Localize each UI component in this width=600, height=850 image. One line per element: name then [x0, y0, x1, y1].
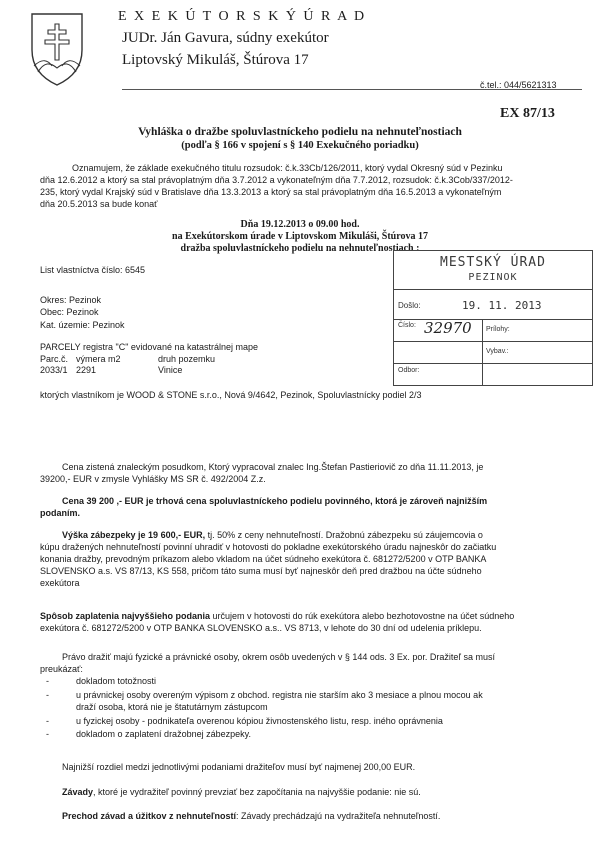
stamp-number-label: Číslo:	[398, 322, 416, 329]
stamp-divider	[394, 289, 592, 290]
coat-of-arms-icon	[28, 10, 86, 88]
stamp-dept-label: Odbor:	[398, 367, 420, 374]
requirement-bullet: -	[46, 676, 49, 686]
stamp-number: 32970	[424, 319, 472, 337]
header-divider	[122, 89, 582, 90]
deposit-line: konania dražby, prevodným príkazom alebo vkladom na účet súdneho exekútora č. 681272/5200 v OTP BANKA	[40, 554, 487, 564]
katastralne-uzemie: Kat. územie: Pezinok	[40, 320, 125, 330]
parcel-header-number: Parc.č.	[40, 354, 69, 364]
payment-lead: Spôsob zaplatenia najvyššieho podania	[40, 611, 211, 621]
defects-line	[62, 787, 421, 797]
deposit-amount: Výška zábezpeky je 19 600,- EUR,	[62, 530, 206, 540]
intro-line: dňa 12.6.2012 a ktorý sa stal právoplatným dňa 3.7.2012 a vykonateľným dňa 7.7.2012, rozsudok: č.k.3Cob/337/2012-	[40, 175, 513, 185]
stamp-title: MESTSKÝ ÚRAD	[440, 255, 546, 270]
defects-rest: , ktoré je vydražiteľ povinný prevziať bez započítania na najvyššie podanie: nie sú.	[93, 787, 421, 797]
intro-line: dňa 20.5.2013 sa bude konať	[40, 199, 158, 209]
valuation-line: 39200,- EUR v zmysle Vyhlášky MS SR č. 492/2004 Z.z.	[40, 474, 266, 484]
parcel-number: 2033/1	[40, 365, 68, 375]
bidders-line: preukázať:	[40, 664, 83, 674]
stamp-divider	[394, 363, 592, 364]
parcel-area: 2291	[76, 365, 97, 375]
deposit-line: SLOVENSKO a.s. VS 87/13, KS 558, pričom táto suma musí byť najneskôr deň pred dražbou na účte súdneho	[40, 566, 482, 576]
auction-date: Dňa 19.12.2013 o 09.00 hod.	[240, 219, 360, 230]
deposit-lead-line	[62, 530, 483, 540]
deposit-lead-rest: tj. 50% z ceny nehnuteľností. Dražobnú zábezpeku sú záujemcovia o	[205, 530, 483, 540]
defects-lead: Závady	[62, 787, 94, 797]
auction-place: na Exekútorskom úrade v Liptovskom Mikuláši, Štúrova 17	[172, 231, 428, 242]
requirement-bullet: -	[46, 690, 49, 700]
intro-line: Oznamujem, že základe exekučného titulu rozsudok: č.k.33Cb/126/2011, ktorý vydal Okresný súd v Pezinku	[72, 163, 503, 173]
price-line: Cena 39 200 ,- EUR je trhová cena spoluvlastníckeho podielu povinného, ktorá je zároveň najnižším	[62, 496, 488, 506]
requirement-item: dokladom totožnosti	[76, 676, 157, 686]
payment-lead-rest: určujem v hotovosti do rúk exekútora alebo bezhotovostne na účet súdneho	[210, 611, 515, 621]
parcel-header-area: výmera m2	[76, 354, 121, 364]
requirement-item: dokladom o zaplatení dražobnej zábezpeky.	[76, 729, 251, 739]
okres: Okres: Pezinok	[40, 295, 102, 305]
stamp-attachments-label: Prílohy:	[486, 326, 510, 333]
phone-number: č.tel.: 044/5621313	[480, 80, 557, 90]
bidders-line: Právo dražiť majú fyzické a právnické osoby, okrem osôb uvedených v § 144 ods. 3 Ex. por. Dražiteľ sa musí	[62, 652, 496, 662]
parcel-type: Vinice	[158, 365, 183, 375]
parcely-heading: PARCELY registra "C" evidované na katastrálnej mape	[40, 342, 258, 352]
intro-line: 235, ktorý vydal Krajský súd v Bratislave dňa 13.3.2013 a ktorý sa stal právoplatným dňa 16.5.2013 a vykonateľným	[40, 187, 502, 197]
requirement-item: u právnickej osoby overeným výpisom z obchod. registra nie starším ako 3 mesiace a plnou mocou ak	[76, 690, 483, 700]
requirement-bullet: -	[46, 716, 49, 726]
requirement-bullet: -	[46, 729, 49, 739]
requirement-item: u fyzickej osoby - podnikateľa overenou kópiou živnostenského listu, resp. iného oprávnenia	[76, 716, 443, 726]
case-number: EX 87/13	[500, 106, 555, 121]
document-title: Vyhláška o dražbe spoluvlastníckeho podielu na nehnuteľnostiach	[138, 126, 462, 138]
price-line: podaním.	[40, 508, 80, 518]
owner-line: ktorých vlastníkom je WOOD & STONE s.r.o., Nová 9/4642, Pezinok, Spoluvlastnícky podiel 2/3	[40, 390, 422, 400]
stamp-divider	[394, 341, 592, 342]
transfer-rest: : Závady prechádzajú na vydražiteľa nehnuteľností.	[236, 811, 441, 821]
auction-subject: dražba spoluvlastníckeho podielu na nehnuteľnostiach :	[180, 243, 420, 254]
executor-name: JUDr. Ján Gavura, súdny exekútor	[122, 30, 329, 46]
deposit-line: exekútora	[40, 578, 80, 588]
office-title: E X E K Ú T O R S K Ý Ú R A D	[118, 9, 367, 24]
requirement-item: draží osoba, ktorá nie je štatutárnym zástupcom	[76, 702, 268, 712]
deposit-line: kúpu dražených nehnuteľností povinní uhradiť v hotovosti do pokladne exekútorského úradu najneskôr do začiatku	[40, 542, 497, 552]
minimum-bid-difference: Najnižší rozdiel medzi jednotlivými podaniami dražiteľov musí byť najmenej 200,00 EUR.	[62, 762, 416, 772]
stamp-vdivider	[482, 319, 483, 385]
parcel-header-type: druh pozemku	[158, 354, 216, 364]
valuation-line: Cena zistená znaleckým posudkom, Ktorý vypracoval znalec Ing.Štefan Pastieriovič zo dňa 11.11.2013, je	[62, 462, 484, 472]
stamp-handled-label: Vybav.:	[486, 348, 509, 355]
lv-number: List vlastníctva číslo: 6545	[40, 265, 146, 275]
stamp-city: PEZINOK	[468, 272, 518, 283]
stamp-received-label: Došlo:	[398, 301, 421, 310]
office-address: Liptovský Mikuláš, Štúrova 17	[122, 52, 309, 68]
document-subtitle: (podľa § 166 v spojení s § 140 Exekučného poriadku)	[181, 140, 419, 151]
stamp-received-date: 19. 11. 2013	[462, 299, 542, 312]
obec: Obec: Pezinok	[40, 307, 99, 317]
transfer-lead: Prechod závad a úžitkov z nehnuteľností	[62, 811, 236, 821]
payment-line: exekútora č. 681272/5200 v OTP BANKA SLOVENSKO a.s.. VS 8713, v lehote do 30 dní od udelenia príklepu.	[40, 623, 482, 633]
payment-lead-line	[40, 611, 514, 621]
transfer-line	[62, 811, 440, 821]
received-stamp	[393, 250, 593, 386]
